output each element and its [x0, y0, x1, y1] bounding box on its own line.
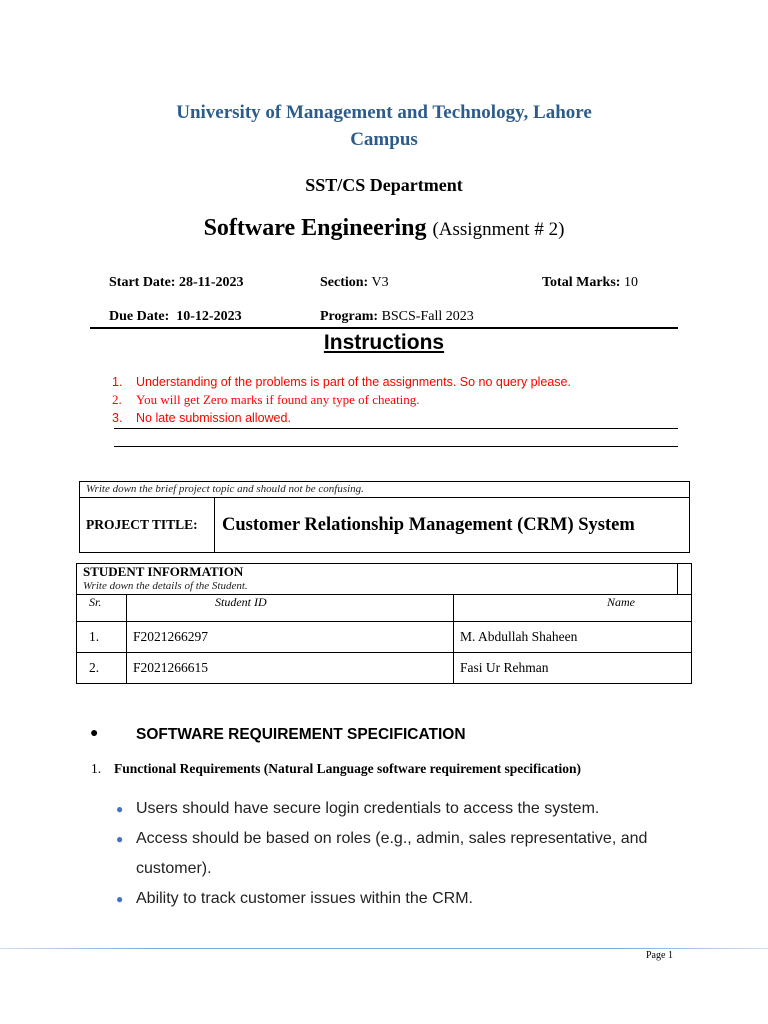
instruction-number: 2.	[112, 392, 122, 407]
list-item	[116, 824, 696, 854]
student-table-header-row	[77, 595, 692, 622]
project-box	[79, 481, 690, 553]
requirement-text: Access should be based on roles (e.g., admin, sales representative, and	[136, 830, 648, 847]
start-date-label: Start Date:	[109, 275, 176, 290]
section	[320, 275, 389, 291]
student-info-header-divider	[677, 564, 678, 595]
due-date-label: Due Date:	[109, 309, 170, 324]
bullet-icon: ●	[116, 802, 124, 816]
instructions-line-2	[114, 446, 678, 447]
program	[320, 309, 474, 325]
program-value: BSCS-Fall 2023	[381, 309, 474, 324]
university-name	[0, 99, 768, 153]
instruction-number: 1.	[112, 375, 123, 389]
srs-sub-number: 1.	[91, 761, 102, 776]
student-table	[76, 594, 692, 684]
column-header-name: Name	[454, 595, 692, 622]
project-note-divider	[80, 497, 689, 498]
section-label: Section:	[320, 275, 369, 290]
student-info-note: Write down the details of the Student.	[83, 580, 248, 592]
list-item-continuation	[116, 854, 696, 884]
header-divider	[90, 327, 678, 329]
column-header-student-id: Student ID	[127, 595, 454, 622]
instructions-title: Instructions	[323, 331, 445, 354]
requirement-text: customer).	[136, 860, 212, 877]
list-item	[116, 794, 696, 824]
section-value: V3	[371, 275, 389, 290]
total-marks	[542, 275, 638, 291]
start-date	[109, 275, 244, 291]
instruction-item	[112, 409, 672, 427]
due-date-value: 10-12-2023	[176, 309, 242, 324]
start-date-value: 28-11-2023	[178, 275, 244, 290]
bullet-spacer	[116, 854, 136, 884]
student-info-heading: STUDENT INFORMATION	[83, 564, 244, 579]
course-heading	[0, 215, 768, 242]
requirement-text: Users should have secure login credentials to access the system.	[136, 800, 600, 817]
instructions-line-1	[114, 428, 678, 429]
project-column-divider	[214, 497, 215, 553]
row-name: M. Abdullah Shaheen	[454, 622, 692, 653]
instruction-text: No late submission allowed.	[136, 411, 291, 425]
course-title: Software Engineering	[203, 215, 427, 241]
page-number: Page 1	[646, 950, 673, 961]
project-title-label: PROJECT TITLE:	[86, 517, 198, 532]
bullet-icon: ●	[116, 892, 124, 906]
srs-bullet: ●	[90, 726, 99, 741]
requirements-list	[116, 794, 696, 914]
instruction-text: You will get Zero marks if found any type of cheating.	[136, 392, 420, 407]
row-sr: 1.	[77, 622, 127, 653]
instruction-item	[112, 391, 672, 409]
row-sr: 2.	[77, 653, 127, 684]
instruction-text: Understanding of the problems is part of the assignments. So no query please.	[136, 375, 571, 389]
srs-sub-heading: Functional Requirements (Natural Language software requirement specification)	[114, 761, 581, 776]
table-row	[77, 653, 692, 684]
student-info-header	[76, 563, 692, 595]
row-student-id: F2021266615	[127, 653, 454, 684]
program-label: Program:	[320, 309, 379, 324]
department: SST/CS Department	[305, 175, 463, 195]
footer-divider	[0, 948, 768, 949]
list-item	[116, 884, 696, 914]
row-student-id: F2021266297	[127, 622, 454, 653]
table-row	[77, 622, 692, 653]
instruction-item	[112, 373, 672, 391]
total-marks-label: Total Marks:	[542, 275, 621, 290]
row-name: Fasi Ur Rehman	[454, 653, 692, 684]
project-note: Write down the brief project topic and should not be confusing.	[86, 483, 364, 495]
due-date	[109, 309, 242, 325]
university-line-2: Campus	[350, 129, 418, 150]
course-subtitle: (Assignment # 2)	[432, 219, 565, 240]
project-title: Customer Relationship Management (CRM) System	[222, 515, 635, 535]
bullet-icon: ●	[116, 832, 124, 846]
requirement-text: Ability to track customer issues within the CRM.	[136, 890, 473, 907]
srs-heading: SOFTWARE REQUIREMENT SPECIFICATION	[136, 726, 466, 743]
total-marks-value: 10	[623, 275, 638, 290]
instruction-number: 3.	[112, 411, 123, 425]
university-line-1: University of Management and Technology, Lahore	[176, 102, 592, 123]
instructions-list	[112, 373, 672, 427]
column-header-sr: Sr.	[77, 595, 127, 622]
